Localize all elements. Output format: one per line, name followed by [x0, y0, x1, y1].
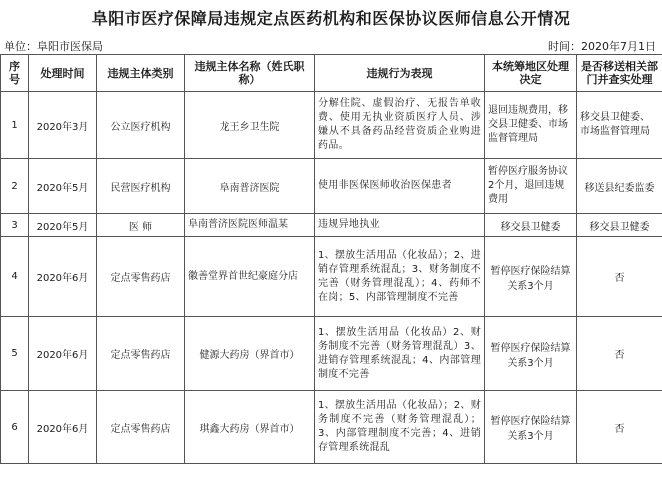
cell-transfer: 移送县纪委监委 — [577, 159, 662, 214]
cell-seq: 1 — [1, 92, 29, 159]
header-transfer: 是否移送相关部门并查实处理 — [577, 55, 662, 92]
cell-transfer: 否 — [577, 237, 662, 317]
cell-transfer: 否 — [577, 391, 662, 464]
cell-decision: 暂停医疗保险结算关系3个月 — [485, 237, 577, 317]
cell-time: 2020年3月 — [29, 92, 97, 159]
header-decision: 本统筹地区处理决定 — [485, 55, 577, 92]
cell-transfer: 移交县卫健委、市场监督管理局 — [577, 92, 662, 159]
table-row — [1, 159, 662, 214]
cell-seq: 3 — [1, 214, 29, 237]
header-type: 违规主体类别 — [97, 55, 185, 92]
cell-name: 阜南普济医院 — [185, 159, 315, 214]
cell-transfer: 否 — [577, 317, 662, 391]
cell-decision: 退回违规费用，移交县卫健委、市场监督管理局 — [485, 92, 577, 159]
cell-type: 定点零售药店 — [97, 237, 185, 317]
cell-type: 公立医疗机构 — [97, 92, 185, 159]
unit-label: 单位：阜阳市医保局 — [4, 40, 103, 53]
cell-name: 健源大药房（界首市） — [185, 317, 315, 391]
cell-behavior: 1、摆放生活用品（化妆品）2、财务制度不完善（财务管理混乱）3、进销存管理系统混乱；4、内部管理制度不完善 — [315, 317, 485, 391]
cell-time: 2020年5月 — [29, 159, 97, 214]
cell-transfer: 移交县卫健委 — [577, 214, 662, 237]
time-label: 时间：2020年7月1日 — [548, 40, 656, 53]
cell-type: 民营医疗机构 — [97, 159, 185, 214]
header-behavior: 违规行为表现 — [315, 55, 485, 92]
cell-name: 龙王乡卫生院 — [185, 92, 315, 159]
cell-type: 医 师 — [97, 214, 185, 237]
disclosure-table — [0, 54, 662, 464]
cell-decision: 暂停医疗保险结算关系3个月 — [485, 391, 577, 464]
header-time: 处理时间 — [29, 55, 97, 92]
cell-type: 定点零售药店 — [97, 317, 185, 391]
table-row — [1, 317, 662, 391]
cell-decision: 移交县卫健委 — [485, 214, 577, 237]
cell-behavior: 1、摆放生活用品（化妆品）；2、财务制度不完善（财务管理混乱）；3、内部管理制度不完善；4、进销存管理系统混乱 — [315, 391, 485, 464]
cell-time: 2020年5月 — [29, 214, 97, 237]
cell-seq: 2 — [1, 159, 29, 214]
table-row — [1, 92, 662, 159]
cell-time: 2020年6月 — [29, 391, 97, 464]
cell-decision: 暂停医疗服务协议2个月，退回违规费用 — [485, 159, 577, 214]
cell-seq: 4 — [1, 237, 29, 317]
cell-time: 2020年6月 — [29, 317, 97, 391]
cell-type: 定点零售药店 — [97, 391, 185, 464]
cell-time: 2020年6月 — [29, 237, 97, 317]
header-name: 违规主体名称（姓氏职称） — [185, 55, 315, 92]
table-row — [1, 237, 662, 317]
cell-name: 阜南普济医院医师温某 — [185, 214, 315, 237]
cell-behavior: 违规异地执业 — [315, 214, 485, 237]
cell-decision: 暂停医疗保险结算关系3个月 — [485, 317, 577, 391]
cell-behavior: 使用非医保医师收治医保患者 — [315, 159, 485, 214]
header-seq: 序号 — [1, 55, 29, 92]
cell-seq: 5 — [1, 317, 29, 391]
table-row — [1, 391, 662, 464]
cell-name: 琪鑫大药房（界首市） — [185, 391, 315, 464]
cell-seq: 6 — [1, 391, 29, 464]
cell-name: 徽善堂界首世纪豪庭分店 — [185, 237, 315, 317]
page-title: 阜阳市医疗保障局违规定点医药机构和医保协议医师信息公开情况 — [91, 9, 571, 28]
cell-behavior: 1、摆放生活用品（化妆品）；2、进销存管理系统混乱；3、财务制度不完善（财务管理混乱）；4、药师不在岗；5、内部管理制度不完善 — [315, 237, 485, 317]
table-row — [1, 214, 662, 237]
table-header-row — [1, 55, 662, 92]
cell-behavior: 分解住院、虚假治疗、无报告单收费、使用无执业资质医疗人员、涉嫌从不具备药品经营资质企业购进药品。 — [315, 92, 485, 159]
